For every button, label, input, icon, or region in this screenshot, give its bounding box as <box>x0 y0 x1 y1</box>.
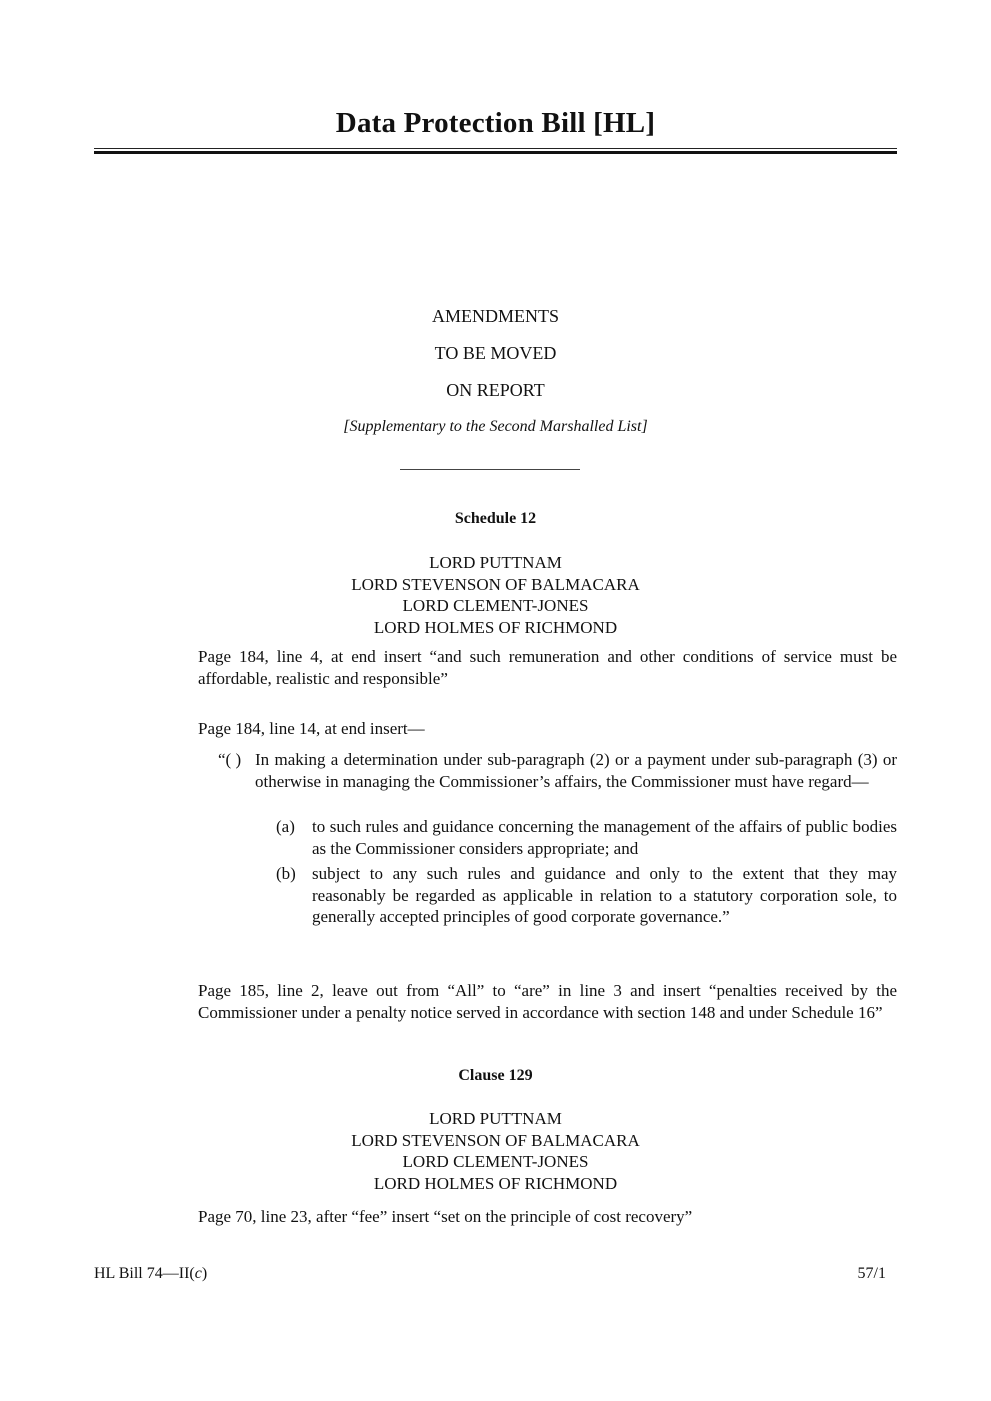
page-reference: 57/1 <box>857 1265 886 1282</box>
document-title: Data Protection Bill [HL] <box>335 107 656 139</box>
amendment-text: Page 185, line 2, leave out from “All” to “are” in line 3 and insert “penalties received by the Commissioner under a penalty notice served in accordance with section 148 and under Schedule 16” <box>198 981 897 1022</box>
section-divider <box>400 469 580 470</box>
sponsor-name: LORD STEVENSON OF BALMACARA <box>351 574 640 594</box>
intro-amendments: AMENDMENTS <box>431 306 559 326</box>
section-heading-clause-129: Clause 129 <box>458 1067 533 1084</box>
sponsor-name: LORD CLEMENT-JONES <box>402 1152 589 1171</box>
subparagraph-text: to such rules and guidance concerning the management of the affairs of public bodies as the Commissioner considers appropriate; and <box>312 817 897 858</box>
amendment-text: Page 70, line 23, after “fee” insert “set on the principle of cost recovery” <box>198 1207 693 1226</box>
sponsor-name: LORD HOLMES OF RICHMOND <box>373 617 618 637</box>
inserted-subparagraph-a <box>276 816 897 859</box>
section-heading-schedule-12: Schedule 12 <box>454 510 537 527</box>
subparagraph-marker: (b) <box>276 864 296 883</box>
sponsor-name: LORD PUTTNAM <box>429 553 562 572</box>
bill-reference-italic: c <box>194 1265 202 1282</box>
subparagraph-text: subject to any such rules and guidance and only to the extent that they may reasonably be regarded as applicable in relation to a statutory corporation sole, to generally accepted principles of good corporate governance.” <box>312 864 897 926</box>
sponsor-name: LORD PUTTNAM <box>429 1109 562 1128</box>
subparagraph-marker: (a) <box>276 817 295 836</box>
inserted-paragraph-text: In making a determination under sub-paragraph (2) or a payment under sub-paragraph (3) or otherwise in managing the Commissioner’s affairs, the Commissioner must have regard— <box>255 750 897 791</box>
amendment-text: Page 184, line 4, at end insert “and such remuneration and other conditions of service must be affordable, realistic and responsible” <box>198 647 897 688</box>
intro-subtitle: [Supplementary to the Second Marshalled List] <box>343 418 648 435</box>
sponsor-list <box>0 1108 991 1194</box>
title-rule-thin <box>94 148 897 149</box>
inserted-subparagraph-b <box>276 863 897 928</box>
intro-to-be-moved: TO BE MOVED <box>434 343 557 363</box>
paragraph-marker: “( ) <box>218 750 242 769</box>
intro-on-report: ON REPORT <box>446 380 545 400</box>
bill-reference-prefix: HL Bill 74—II( <box>94 1265 195 1282</box>
title-rule-thick <box>94 151 897 154</box>
sponsor-name: LORD HOLMES OF RICHMOND <box>373 1173 618 1193</box>
amendment-text: Page 184, line 14, at end insert— <box>198 719 425 738</box>
sponsor-name: LORD CLEMENT-JONES <box>402 596 589 615</box>
sponsor-list <box>0 552 991 638</box>
sponsor-name: LORD STEVENSON OF BALMACARA <box>351 1130 640 1150</box>
bill-reference-suffix: ) <box>201 1265 208 1282</box>
inserted-paragraph <box>218 749 897 792</box>
bill-reference <box>94 1265 207 1283</box>
